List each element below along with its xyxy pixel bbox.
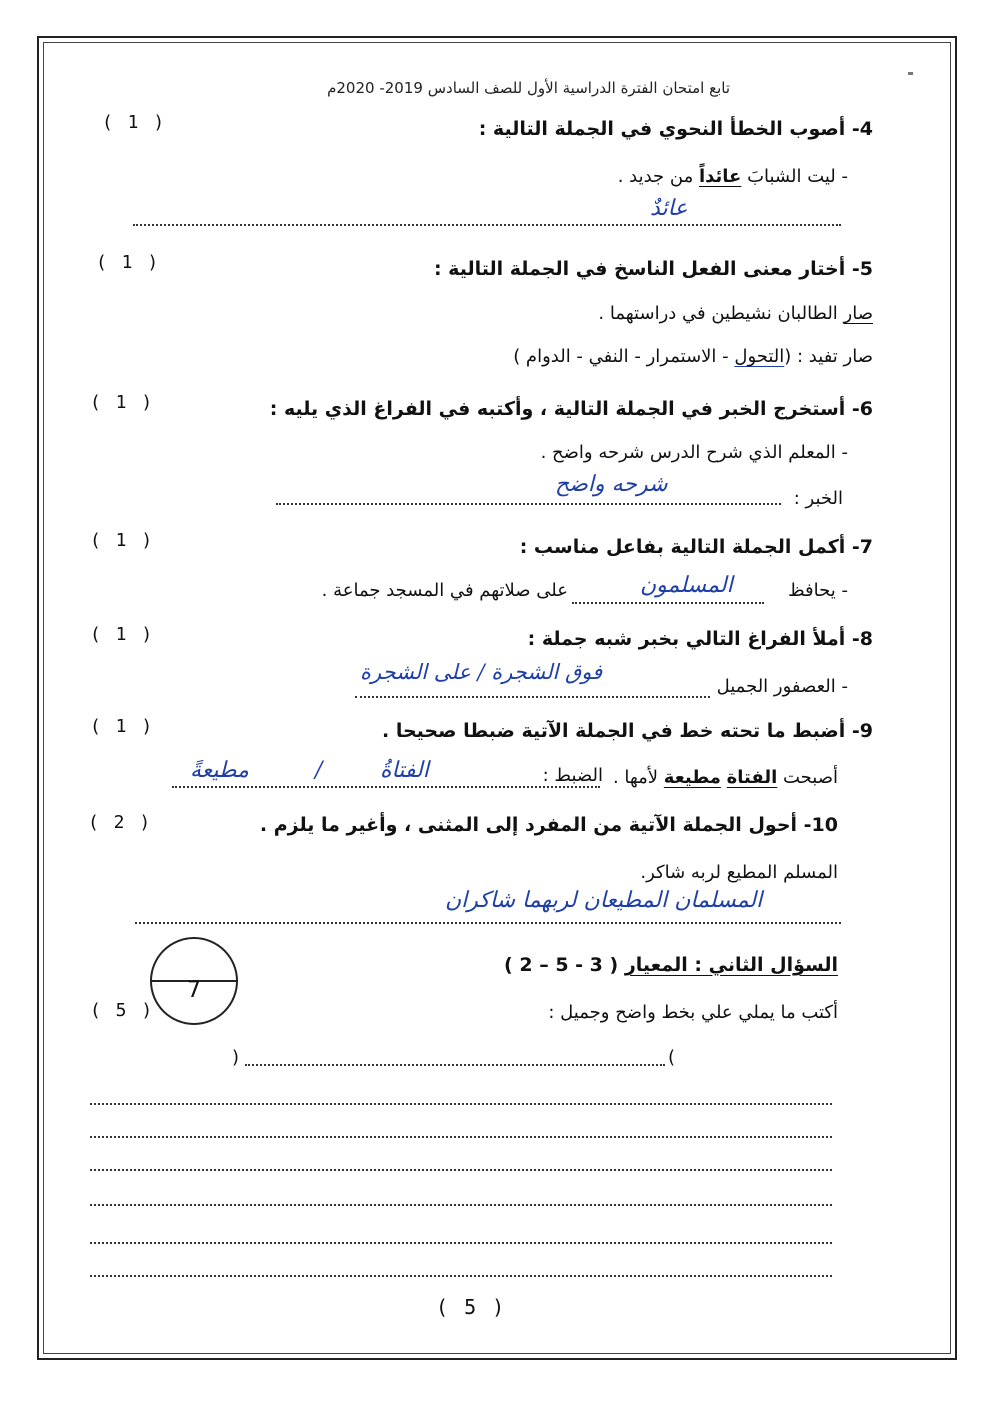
q4-handwritten-answer: عائدٌ [650,196,688,221]
q8-mark: ( 1 ) [90,624,155,645]
q9-separator: / [315,758,323,783]
q7-sentence-end: على صلاتهم في المسجد جماعة . [321,580,568,601]
q9-sentence-end: لأمها . [612,767,664,788]
dictation-line-4 [90,1204,832,1206]
q7-sentence-start: - يحافظ [787,580,848,601]
dictation-paren-close: ) [232,1047,240,1068]
q9-title: 9- أضبط ما تحته خط في الجملة الآتية ضبطا صحيحا . [382,720,873,742]
q6-answer-line [276,503,781,505]
q9-underlined-word-2: مطيعة [663,767,721,788]
q5-sentence [598,303,873,324]
q9-sentence [613,767,838,788]
q5-options [513,346,873,367]
dictation-line-3 [90,1169,832,1171]
q5-options-prefix: صار تفيد : ( [784,346,873,367]
section2-title-criteria: ( 3 - 5 – 2 ) [504,954,625,976]
q4-sentence [618,166,848,187]
q6-title: 6- أستخرج الخبر في الجملة التالية ، وأكتبه في الفراغ الذي يليه : [269,398,873,420]
section2-mark: ( 5 ) [90,1000,155,1021]
q8-handwritten-answer: فوق الشجرة / على الشجرة [360,660,603,684]
q6-sentence: - المعلم الذي شرح الدرس شرحه واضح . [540,442,848,463]
q10-handwritten-answer: المسلمان المطيعان لربهما شاكران [445,888,763,913]
q5-sentence-end: الطالبان نشيطين في دراستهما . [598,303,844,324]
q7-mark: ( 1 ) [90,530,155,551]
q4-mark: ( 1 ) [102,112,167,133]
q9-handwritten-answer-2: مطيعةً [190,758,249,783]
dictation-line-6 [90,1275,832,1277]
scan-speck [908,72,913,75]
q5-options-rest: - الاستمرار - النفي - الدوام ) [513,346,735,367]
score-circle-value: 7 [187,978,201,1003]
page-number: ( 5 ) [436,1295,507,1319]
page-header: تابع امتحان الفترة الدراسية الأول للصف السادس 2019- 2020م [327,79,730,97]
q5-underlined-word: صار [843,303,873,324]
q5-title: 5- أختار معنى الفعل الناسخ في الجملة التالية : [433,258,873,280]
q9-underlined-word-1: الفتاة [726,767,778,788]
dictation-paren-open: ( [668,1047,676,1068]
dictation-title-line [245,1064,665,1066]
section2-instruction: أكتب ما يملي علي بخط واضح وجميل : [548,1002,838,1023]
q9-answer-line [172,786,600,788]
q9-sentence-start: أصبحت [777,767,838,788]
q10-answer-line [135,922,841,924]
q4-answer-line [133,224,841,226]
q6-handwritten-answer: شرحه واضح [555,472,668,497]
q7-title: 7- أكمل الجملة التالية بفاعل مناسب : [519,536,873,558]
q8-title: 8- أملأ الفراغ التالي بخبر شبه جملة : [527,628,873,650]
q10-mark: ( 2 ) [88,812,153,833]
section2-title [504,954,838,976]
q6-answer-label: الخبر : [793,488,843,509]
dictation-line-5 [90,1242,832,1244]
page-border-inner [43,42,951,1354]
dictation-line-2 [90,1136,832,1138]
q4-title: 4- أصوب الخطأ النحوي في الجملة التالية : [478,118,873,140]
dictation-line-1 [90,1103,832,1105]
q6-mark: ( 1 ) [90,392,155,413]
q8-sentence-start: - العصفور الجميل [716,676,848,697]
section2-title-underlined: السؤال الثاني : المعيار [624,954,838,976]
q5-mark: ( 1 ) [96,252,161,273]
q10-sentence: المسلم المطيع لربه شاكر. [640,862,838,883]
q9-mark: ( 1 ) [90,716,155,737]
q4-sentence-start: - ليت الشبابَ [741,166,848,187]
q4-underlined-word: عائداً [698,166,742,187]
q5-chosen-option: التحول [734,346,785,367]
q7-handwritten-answer: المسلمون [640,573,733,598]
q7-answer-line [572,602,764,604]
q8-answer-line [355,696,710,698]
q9-answer-label: الضبط : [542,765,603,786]
q10-title: 10- أحول الجملة الآتية من المفرد إلى المثنى ، وأغير ما يلزم . [259,814,838,836]
q9-handwritten-answer-1: الفتاةُ [380,758,429,783]
q4-sentence-end: من جديد . [617,166,699,187]
